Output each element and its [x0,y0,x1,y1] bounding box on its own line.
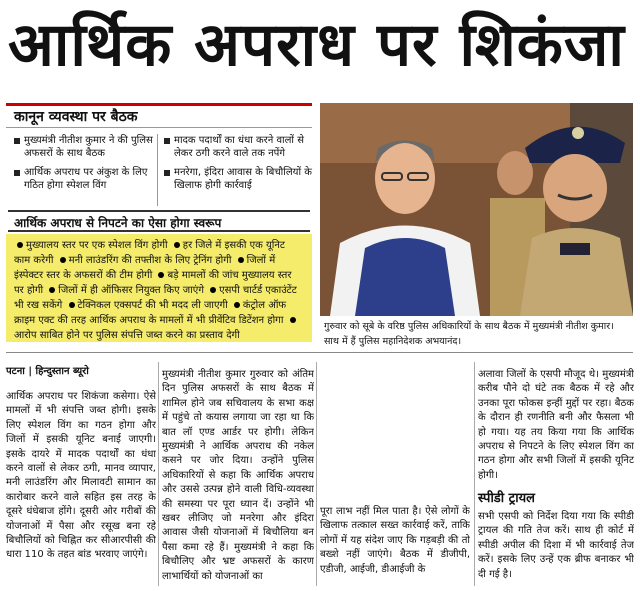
point: हर जिले में इसकी एक यूनिट काम करेगी [14,240,285,266]
left-bullet-list [12,134,158,198]
bullet-dot [290,317,296,323]
list-item: मुख्यमंत्री नीतीश कुमार ने की पुलिस अफसरों के साथ बैठक [12,134,158,160]
article-column-1 [6,368,156,586]
photo-illustration [320,103,633,316]
bullet-dot [174,242,180,248]
section-divider [6,352,633,353]
article-column-4 [478,368,634,488]
point: मनी लाउंडरिंग की तफ्तीश के लिए ट्रेनिंग होगी [68,255,232,266]
bullet-dot [17,242,23,248]
bullet-dot [238,257,244,263]
bullet-dot [158,272,164,278]
point: आरोप साबित होने पर पुलिस संपत्ति जब्त करने का प्रस्ताव देगी [14,330,240,341]
photo-caption: गुरुवार को सूबे के वरिष्ठ पुलिस अधिकारियों के साथ बैठक में मुख्यमंत्री नीतीश कुमार। साथ में हैं पुलिस महानिदेशक अभयानंद। [324,321,614,347]
bullet-dot [69,302,75,308]
section-subhead: स्पीडी ट्रायल [478,491,535,506]
dateline: पटना | हिन्दुस्तान ब्यूरो [6,366,89,377]
point: मुख्यालय स्तर पर एक स्पेशल विंग होगी [26,240,168,251]
point: एसपी चार्टर्ड एकाउंटेंट भी रख सकेंगे [14,285,297,311]
article-column-4-continued [478,510,634,588]
point: कंट्रोल ऑफ क्राइम एक्ट की तरह आर्थिक अपराध के मामलों में भी प्रीवेंटिव डिटेंशन होगा [14,300,287,326]
article-column-2 [162,368,314,586]
bullet-divider [157,134,158,206]
article-text: अलावा जिलों के एसपी मौजूद थे। मुख्यमंत्री करीब पौने दो घंटे तक बैठक में रहे और उनका पूरा फोकस इन्हीं मुद्दों पर रहा। बैठक के दौरान ही रणनीति बनी और फैसला भी हो गया। यह तय किया गया कि आर्थिक अपराध से निपटने के लिए स्पेशल विंग का गठन होगा और सभी जिलों में इसकी यूनिट होगी। [478,369,634,481]
box-subhead: आर्थिक अपराध से निपटने का ऐसा होगा स्वरूप [8,210,310,232]
column-divider [474,362,475,586]
list-item: मनरेगा, इंदिरा आवास के बिचौलियों के खिलाफ होगी कार्रवाई [162,166,312,192]
article-text: सभी एसपी को निर्देश दिया गया कि स्पीडी ट्रायल की गति तेज करें। साथ ही कोर्ट में स्पीडी अपील की दिशा में भी कार्रवाई तेज करें। इसके लिए उन्हें एक ब्रीफ बनाकर भी दी गई है। [478,511,634,580]
points-box [6,234,312,342]
bullet-dot [234,302,240,308]
point: बड़े मामलों की जांच मुख्यालय स्तर पर होगी [14,270,292,296]
news-photo [320,103,633,316]
article-text: मुख्यमंत्री नीतीश कुमार गुरुवार को अंतिम दिन पुलिस अफसरों के साथ बैठक में शामिल होने जब सचिवालय के सभा कक्ष में पहुंचे तो कयास लगाया जा रहा था कि बात लॉ एण्ड आर्डर पर होगी। लेकिन मुख्यमंत्री ने आर्थिक अपराध की नकेल कसने पर जोर दिया। उन्होंने पुलिस अधिकारियों से कहा कि आर्थिक अपराध और उससे उत्पन्न होने वाली विधि-व्यवस्था की समस्या पर पूरा ध्यान दें। उन्होंने भी खबर लीजिए जो मनरेगा और इंदिरा आवास जैसी योजनाओं में बिचौलिया बन पैसा कमा रहे हैं। मुख्यमंत्री ने कहा कि बिचौलिए और भ्रष्ट अफसरों के कारण लाभार्थियों को योजनाओं का [162,369,314,582]
list-item: मादक पदार्थों का धंधा करने वालों से लेकर ठगी करने वाले तक नपेंगे [162,134,312,160]
point: जिलों में इंस्पेक्टर स्तर के अफसरों की टीम होगी [14,255,276,281]
article-column-3 [320,505,470,587]
bullet-dot [60,257,66,263]
box-title: कानून व्यवस्था पर बैठक [6,106,312,128]
point: जिलों में ही ऑफिसर नियुक्त किए जाएंगे [58,285,204,296]
column-divider [316,362,317,586]
bullet-dot [49,287,55,293]
article-text: आर्थिक अपराध पर शिकंजा कसेगा। ऐसे मामलों में भी संपत्ति जब्त होगी। इसके लिए स्पेशल विंग का गठन होगा और जिलों में इसकी यूनिट बनाई जाएगी। इसके दायरे में मादक पदार्थों का धंधा करने वालों से लेकर ठगी, मानव व्यापार, मनी लाउंडरिंग और मिलावटी सामान का कारोबार करने वाले सहित इस तरह के दूसरे धंधेबाज होंगे। दूसरी ओर गरीबों की योजनाओं में पैसा और रसूख बना रहे बिचौलियों को चिह्नित कर सीआरपीसी की धारा 110 के तहत बांड भरवाए जाएंगे। [6,391,156,561]
article-text: पूरा लाभ नहीं मिल पाता है। ऐसे लोगों के खिलाफ तत्काल सख्त कार्रवाई करें, ताकि लोगों में यह संदेश जाए कि गड़बड़ी की तो बख्शे नहीं जाएंगे। बैठक में डीजीपी, एडीजी, आईजी, डीआईजी के [320,506,470,575]
column-divider [158,362,159,586]
right-bullet-list [162,134,312,198]
point: टेक्निकल एक्सपर्ट की भी मदद ली जाएगी [77,300,228,311]
bullet-dot [210,287,216,293]
list-item: आर्थिक अपराध पर अंकुश के लिए गठित होगा स्पेशल विंग [12,166,158,192]
headline: आर्थिक अपराध पर शिकंजा [8,10,625,80]
